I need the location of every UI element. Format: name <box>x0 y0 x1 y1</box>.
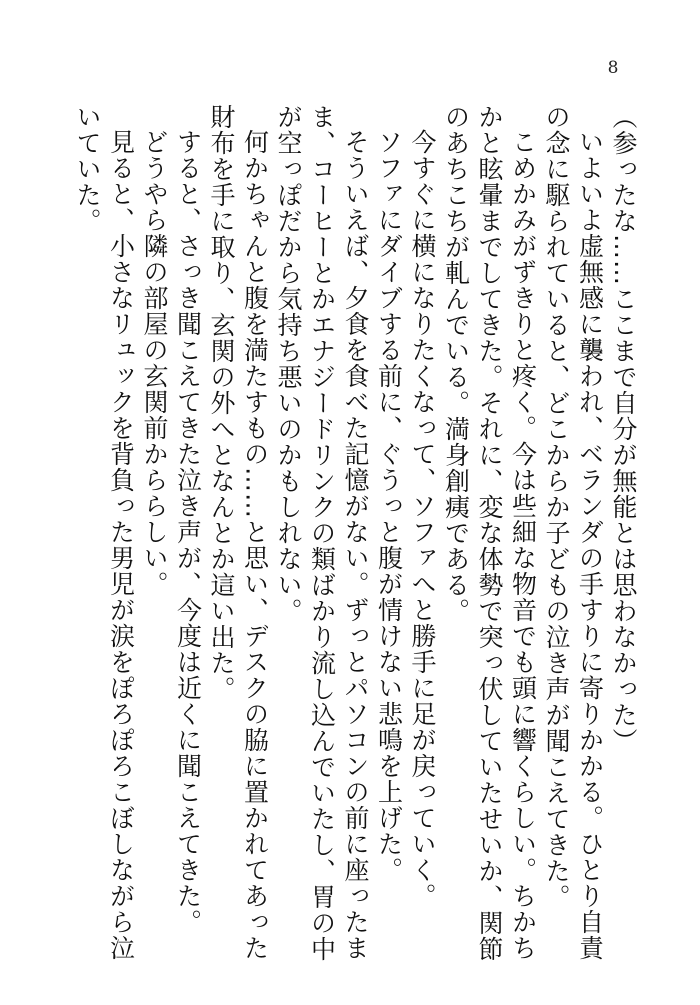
paragraph: すると、さっき聞こえてきた泣き声が、今度は近くに聞こえてきた。 <box>173 129 203 935</box>
paragraph: 見ると、小さなリュックを背負った男児が涙をぽろぽろこぼしながら泣いていた。 <box>73 104 136 961</box>
vertical-text-body <box>73 104 640 974</box>
paragraph: 何かちゃんと腹を満たすもの……と思い、デスクの脇に置かれてあった財布を手に取り、玄関の外へとなんとか這い出た。 <box>207 104 270 961</box>
paragraph: いよいよ虚無感に襲われ、ベランダの手すりに寄りかかる。ひとり自責の念に駆られていると、どこからか子どもの泣き声が聞こえてきた。 <box>542 104 605 961</box>
paragraph: （参ったな……ここまで自分が無能とは思わなかった） <box>609 104 638 754</box>
paragraph: こめかみがずきりと疼く。今は些細な物音でも頭に響くらしい。ちかちかと眩暈までしてきた。それに、変な体勢で突っ伏していたせいか、関節のあちこちが軋んでいる。満身創痍である。 <box>441 104 538 962</box>
paragraph: どうやら隣の部屋の玄関前かららしい。 <box>140 129 169 597</box>
paragraph: そういえば、夕食を食べた記憶がない。ずっとパソコンの前に座ったまま、コーヒーとかエナジードリンクの類ばかり流し込んでいたし、胃の中が空っぽだから気持ち悪いのかもしれない。 <box>274 104 370 962</box>
paragraph: 今すぐに横になりたくなって、ソファへと勝手に足が戻っていく。 <box>408 129 437 909</box>
page-number: 8 <box>607 58 619 78</box>
paragraph: ソファにダイブする前に、ぐうっと腹が情けない悲鳴を上げた。 <box>374 129 404 883</box>
